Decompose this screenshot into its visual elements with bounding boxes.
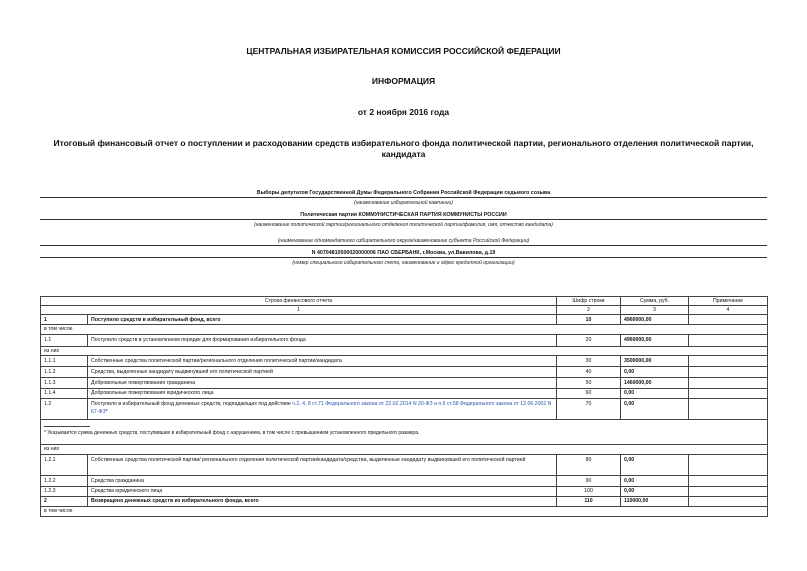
row-subheading: в том числе [41,506,768,516]
row-subheading: из них [41,444,768,454]
row-subheading: из них [41,346,768,355]
financial-report-table [40,296,768,517]
row-text: Средства гражданина [88,475,557,486]
row-number: 1.2.1 [41,454,88,475]
row-note [689,388,768,398]
footnote-marker: * [105,409,108,416]
table-header-row [41,297,768,306]
column-number-row [41,306,768,315]
row-code: 10 [557,315,621,325]
footnote-content: * Указывается сумма денежных средств, поступивших в избирательный фонд с нарушением, в том числе с превышением установленного предельного размера. [44,430,420,437]
row-sum: 4960000,00 [621,315,689,325]
header-sum: Сумма, руб. [621,297,689,306]
row-sum: 0,00 [621,388,689,398]
row-note [689,454,768,475]
row-sum: 110000,00 [621,496,689,506]
row-number: 1.2.3 [41,486,88,496]
account-value: N 40704810500020000006 ПАО СБЕРБАНК, г.Москва, ул.Вавилова, д.19 [40,249,767,258]
party-field [40,211,767,230]
row-sum: 3500000,00 [621,355,689,366]
district-field [40,236,767,246]
document-date: от 2 ноября 2016 года [357,107,450,117]
row-code: 80 [557,454,621,475]
district-caption: (наименование одномандатного избирательного округа/наименование субъекта Российской Федерации) [40,236,767,246]
row-text: Добровольные пожертвования юридического лица [88,388,557,398]
row-note [689,334,768,346]
row-code: 100 [557,486,621,496]
campaign-value: Выборы депутатов Государственной Думы Федерального Собрания Российской Федерации седьмого созыва [40,189,767,198]
law-reference-link[interactable]: ч.2, 4, 8 ст.71 Федерального закона от 22.02.2014 N 20-ФЗ и п.6 ст.58 Федерального закона от 12.06.2002 N 67-ФЗ [91,400,552,416]
row-sum: 0,00 [621,398,689,419]
row-number: 1 [41,315,88,325]
row-subheading: в том числе [41,325,768,334]
party-value: Политическая партия КОММУНИСТИЧЕСКАЯ ПАРТИЯ КОММУНИСТЫ РОССИИ [40,211,767,220]
header-code: Шифр строки [557,297,621,306]
campaign-field [40,189,767,208]
subheading-row [41,346,768,355]
row-sum: 0,00 [621,366,689,377]
table-row [41,388,768,398]
account-field [40,249,767,268]
row-note [689,315,768,325]
row-note [689,496,768,506]
row-code: 50 [557,377,621,388]
row-number: 1.2.2 [41,475,88,486]
row-code: 90 [557,475,621,486]
footnote-row [41,419,768,444]
row-note [689,475,768,486]
row-sum: 0,00 [621,486,689,496]
header-line: Строка финансового отчета [41,297,557,306]
row-text: Собственные средства политической партии/регионального отделения политической партии/кандидата [88,355,557,366]
row-note [689,486,768,496]
row-number: 1.1.2 [41,366,88,377]
row-code: 40 [557,366,621,377]
row-text: Поступило средств в избирательный фонд, всего [88,315,557,325]
col-number: 4 [689,306,768,315]
table-row [41,366,768,377]
document-type: ИНФОРМАЦИЯ [371,76,436,86]
row-number: 1.2 [41,398,88,419]
table-row [41,355,768,366]
row-code: 20 [557,334,621,346]
row-number: 1.1 [41,334,88,346]
campaign-caption: (наименование избирательной кампании) [354,200,453,206]
table-row [41,454,768,475]
table-row [41,315,768,325]
row-text-start: Поступило в избирательный фонд денежных средств, подпадающих под действие [91,400,293,407]
row-note [689,366,768,377]
row-note [689,398,768,419]
row-text [88,398,557,419]
row-number: 2 [41,496,88,506]
row-code: 30 [557,355,621,366]
row-sum: 4960000,00 [621,334,689,346]
row-sum: 0,00 [621,475,689,486]
table-row [41,377,768,388]
row-number: 1.1.1 [41,355,88,366]
col-number: 1 [41,306,557,315]
row-text: Средства, выделенные кандидату выдвинувшей его политической партией [88,366,557,377]
col-number: 3 [621,306,689,315]
table-row [41,486,768,496]
issuing-authority: ЦЕНТРАЛЬНАЯ ИЗБИРАТЕЛЬНАЯ КОМИССИЯ РОССИЙСКОЙ ФЕДЕРАЦИИ [246,46,561,56]
footnote-text [41,419,768,444]
subheading-row [41,325,768,334]
row-text: Возвращено денежных средств из избирательного фонда, всего [88,496,557,506]
row-number: 1.1.4 [41,388,88,398]
table-row [41,398,768,419]
subheading-row [41,506,768,516]
table-row [41,475,768,486]
row-sum: 0,00 [621,454,689,475]
table-row [41,334,768,346]
row-note [689,355,768,366]
table-row [41,496,768,506]
row-text: Поступило средств в установленном порядке для формирования избирательного фонда [88,334,557,346]
row-text: Собственные средства политической партии/ регионального отделения политической партии/кандидата/средства, выделенные кандидату выдвинувшей его политической партией [88,454,557,475]
row-code: 60 [557,388,621,398]
row-note [689,377,768,388]
party-caption: (наименование политической партии/регионального отделения политической партии/фамилия, имя, отчество кандидата) [254,222,553,228]
col-number: 2 [557,306,621,315]
row-sum: 1460000,00 [621,377,689,388]
row-text: Добровольные пожертвования гражданина [88,377,557,388]
report-title: Итоговый финансовый отчет о поступлении и расходовании средств избирательного фонда политической партии, регионального отделения политической партии, кандидата [53,138,754,159]
row-code: 70 [557,398,621,419]
row-number: 1.1.3 [41,377,88,388]
row-code: 110 [557,496,621,506]
account-caption: (номер специального избирательного счета, наименование и адрес кредитной организации) [292,260,515,266]
header-note: Примечание [689,297,768,306]
subheading-row [41,444,768,454]
row-text: Средства юридического лица [88,486,557,496]
